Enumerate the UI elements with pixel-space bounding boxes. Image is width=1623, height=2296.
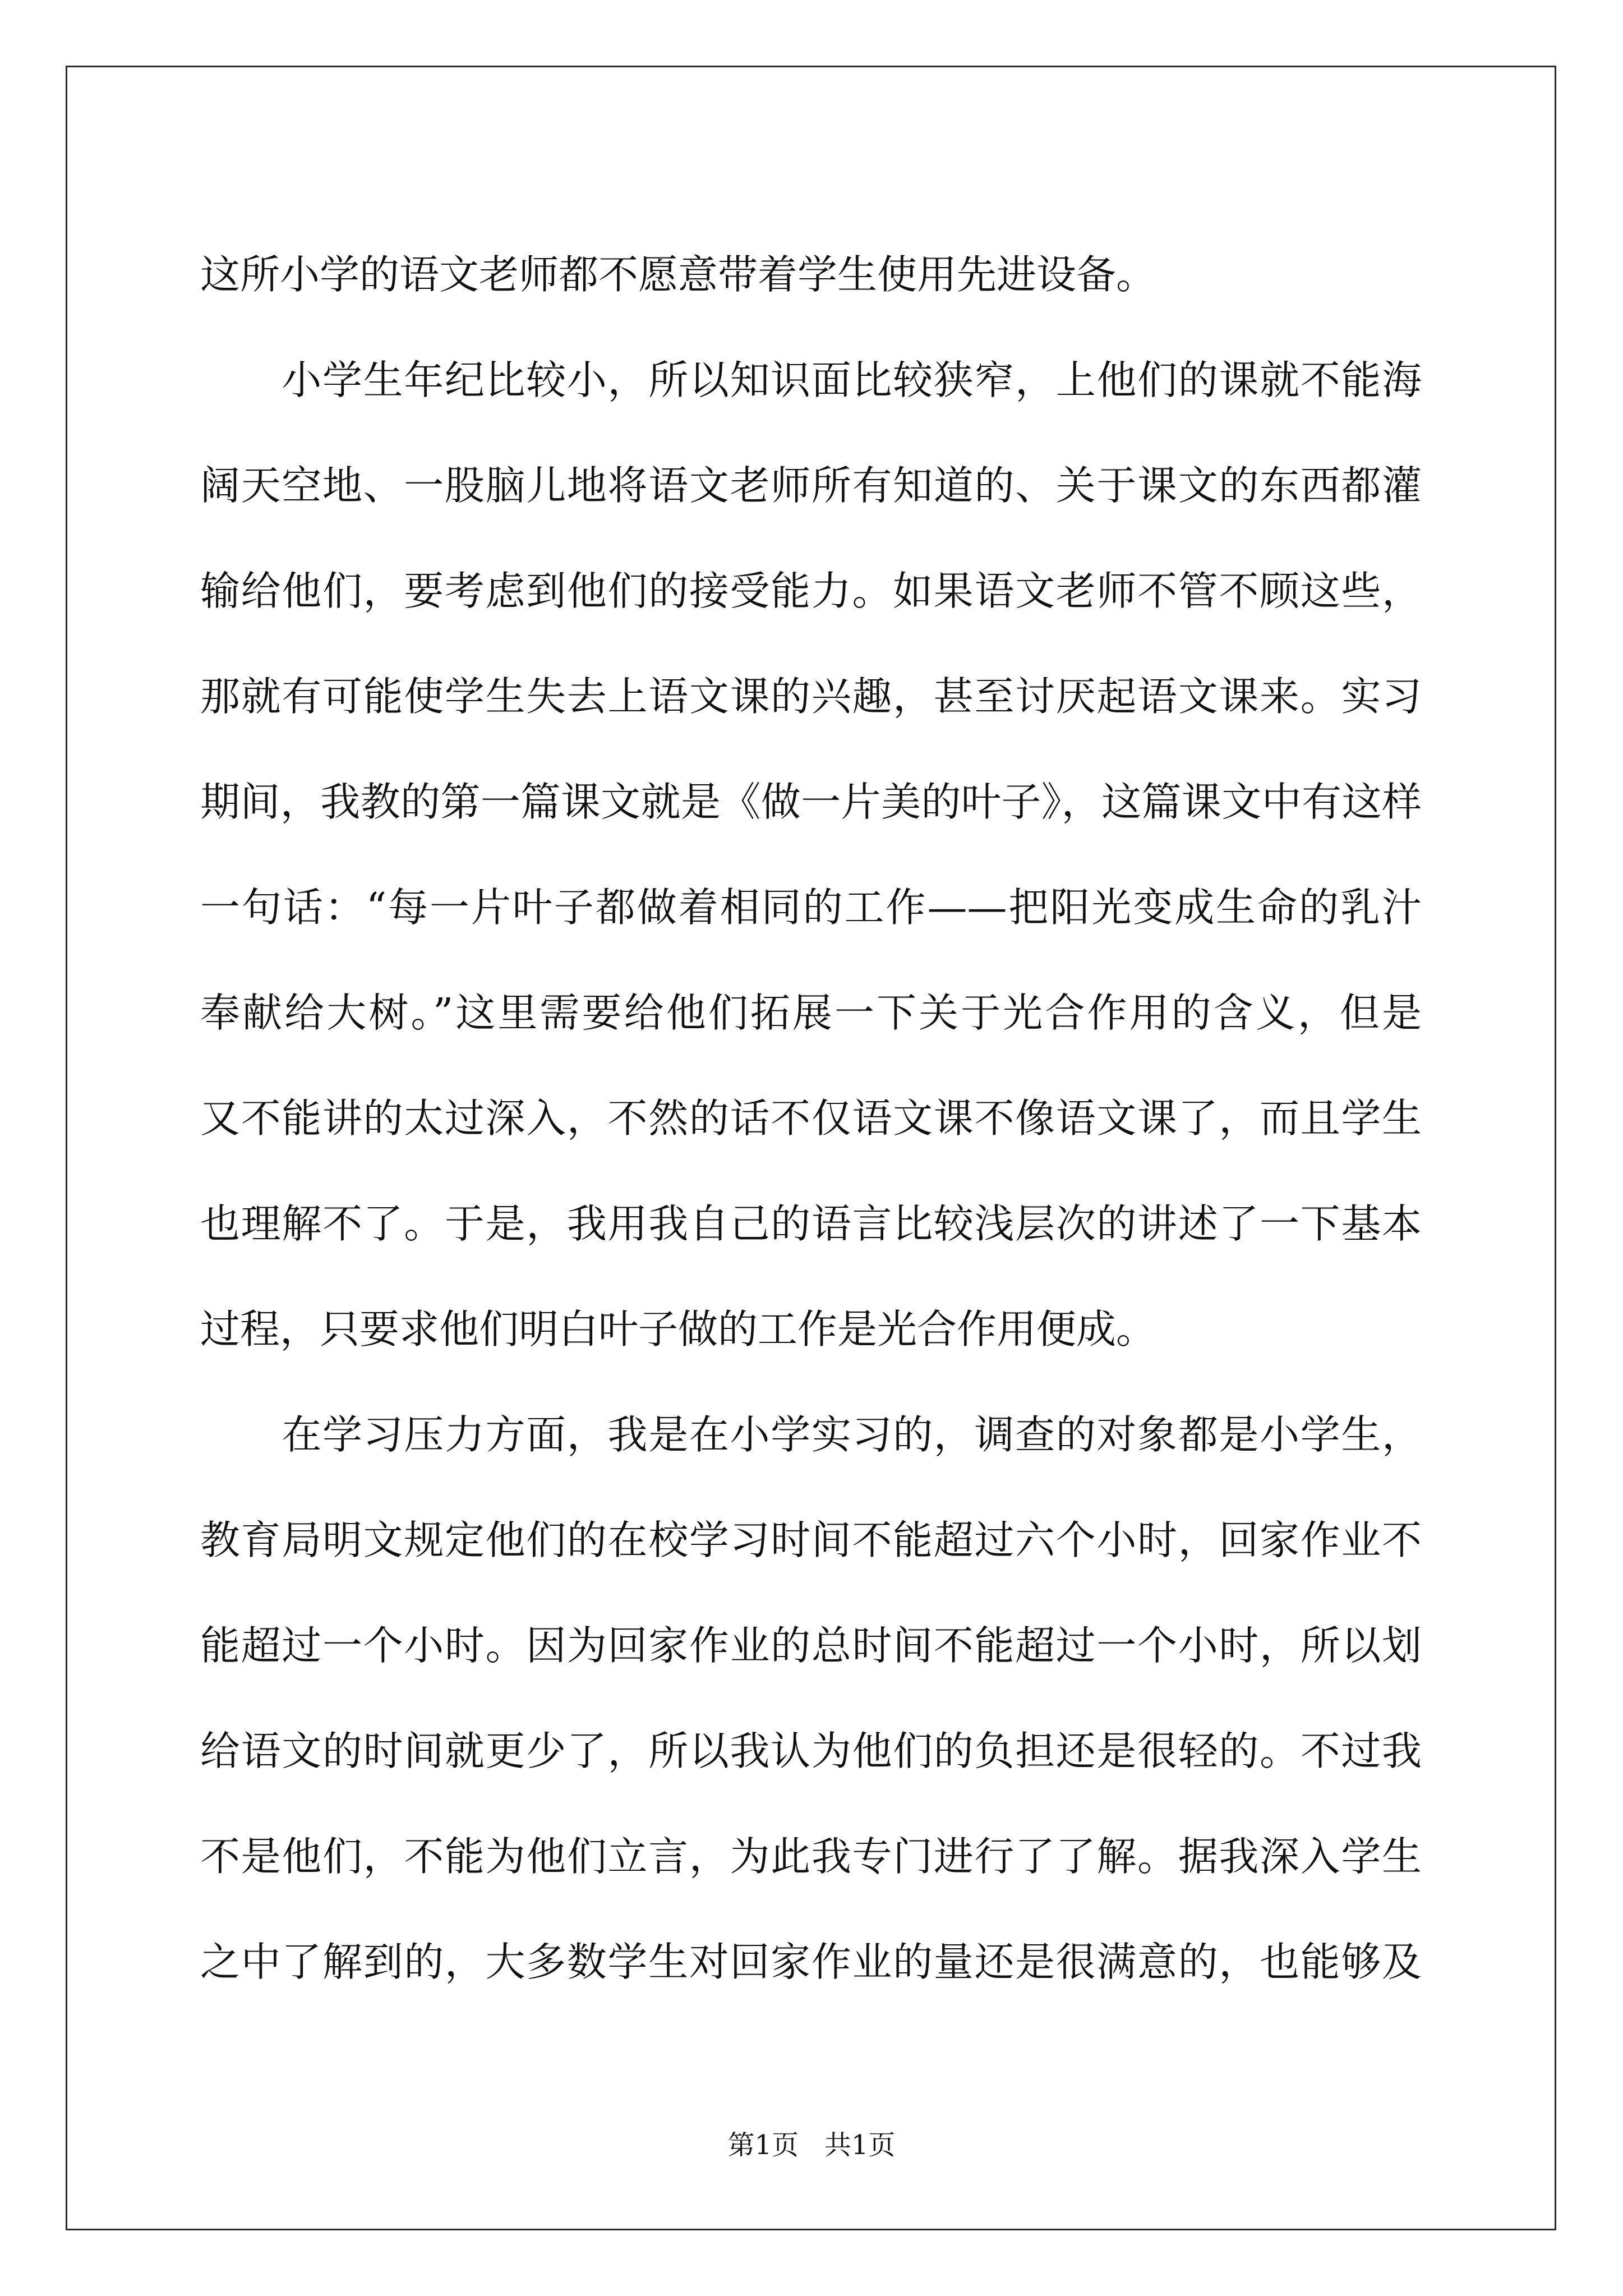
text-line: 输给他们，要考虑到他们的接受能力。如果语文老师不管不顾这些， <box>200 568 1422 614</box>
text-line: 给语文的时间就更少了，所以我认为他们的负担还是很轻的。不过我 <box>200 1728 1422 1774</box>
document-body <box>200 222 1422 2015</box>
page-total: 共1页 <box>824 2129 896 2161</box>
text-line: 能超过一个小时。因为回家作业的总时间不能超过一个小时，所以划 <box>200 1622 1422 1669</box>
page-footer <box>0 2128 1623 2162</box>
text-line: 一句话：“每一片叶子都做着相同的工作——把阳光变成生命的乳汁 <box>200 884 1422 931</box>
page-number: 第1页 <box>727 2129 799 2161</box>
text-line: 期间，我教的第一篇课文就是《做一片美的叶子》，这篇课文中有这样 <box>200 779 1422 825</box>
text-line: 那就有可能使学生失去上语文课的兴趣，甚至讨厌起语文课来。实习 <box>200 673 1422 720</box>
text-line: 也理解不了。于是，我用我自己的语言比较浅层次的讲述了一下基本 <box>200 1200 1422 1247</box>
text-line: 之中了解到的，大多数学生对回家作业的量还是很满意的，也能够及 <box>200 1939 1422 1985</box>
text-line: 在学习压力方面，我是在小学实习的，调查的对象都是小学生， <box>200 1411 1422 1458</box>
text-line: 这所小学的语文老师都不愿意带着学生使用先进设备。 <box>200 251 1156 298</box>
text-line: 又不能讲的太过深入，不然的话不仅语文课不像语文课了，而且学生 <box>200 1095 1422 1142</box>
text-line: 不是他们，不能为他们立言，为此我专门进行了了解。据我深入学生 <box>200 1833 1422 1880</box>
text-line: 教育局明文规定他们的在校学习时间不能超过六个小时，回家作业不 <box>200 1517 1422 1563</box>
text-line: 小学生年纪比较小，所以知识面比较狭窄，上他们的课就不能海 <box>200 357 1422 403</box>
text-line: 过程，只要求他们明白叶子做的工作是光合作用便成。 <box>200 1306 1156 1352</box>
text-line: 奉献给大树。”这里需要给他们拓展一下关于光合作用的含义，但是 <box>200 990 1422 1036</box>
text-line: 阔天空地、一股脑儿地将语文老师所有知道的、关于课文的东西都灌 <box>200 462 1422 509</box>
